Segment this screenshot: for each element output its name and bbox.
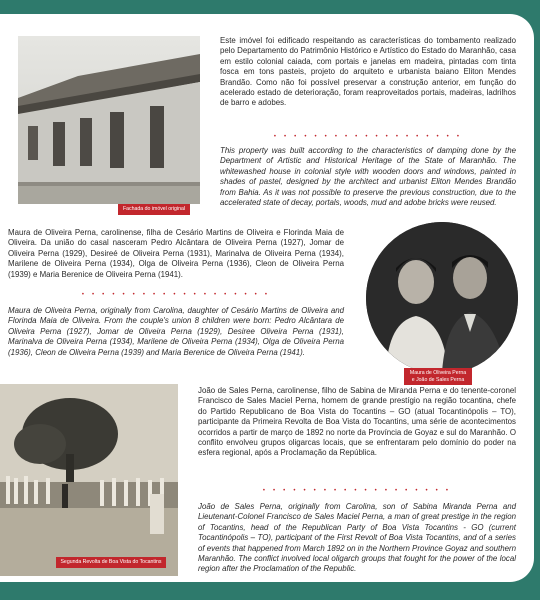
house-text-en: This property was built according to the characteristics of damping done by the Department of Artistic and Historical Heritage of the State of Maranhão. The whitewashed house in colonial style with wooden doors and windows, painted in shades of pastel, designed by the architect and urbanist Eliton Mendes Brandão from Bahia. As it was not possible to preserve the previous construction, due to the accelerated state of decay, portals, woods, mud and adobe bricks were reused. (220, 146, 516, 208)
house-facade-photo (18, 36, 200, 204)
separator-dots: • • • • • • • • • • • • • • • • • • • (81, 292, 271, 298)
portrait-caption-line-1: Maura de Oliveira Perna (409, 370, 467, 376)
separator-dots: • • • • • • • • • • • • • • • • • • • (273, 134, 463, 140)
page-sheet (0, 14, 534, 582)
couple-portrait-illustration (366, 222, 518, 374)
house-text-pt: Este imóvel foi edificado respeitando as características do tombamento realizado pelo Departamento do Patrimônio Histórico e Artístico do Estado do Maranhão, casa em estilo colonial caiada, com portais e janelas em madeira, pintadas com tinta fosca em tons pasteis, projeto do arquiteto e urbanista baiano Eliton Mendes Brandão. Como não foi possível preservar a construção anterior, em função do acelerado estado de deterioração, foram reaproveitados portais, madeiras, ladrilhos de barro e adobes. (220, 36, 516, 108)
photo-caption: Fachada do imóvel original (118, 204, 190, 215)
couple-portrait-photo (366, 222, 518, 374)
maura-text-en: Maura de Oliveira Perna, originally from Carolina, daughter of Cesário Martins de Oliveira and Florinda Maia de Oliveira. From the couple's union 8 children were born: Pedro Alcântara de Oliveira Perna (1927), Jomar de Oliveira Perna (1929), Desiree Oliveira Perna (1931), Marinalva de Oliveira Perna (1934), Marilene de Oliveira Perna (1934), Olga de Oliveira Perna (1936), Cleon de Oliveira Perna (1939) and Maria Berenice de Oliveira Perna (1941). (8, 306, 344, 357)
revolt-illustration (0, 384, 178, 576)
portrait-caption-line-2: e João de Sales Perna (411, 376, 465, 383)
separator-dots: • • • • • • • • • • • • • • • • • • • (262, 488, 452, 494)
maura-text-pt: Maura de Oliveira Perna, carolinense, filha de Cesário Martins de Oliveira e Florinda Maia de Oliveira. Da união do casal nasceram Pedro Alcântara de Oliveira Perna (1927), Jomar de Oliveira Perna (1929), Desireé de Oliveira Perna (1931), Marinalva de Oliveira Perna (1934), Marilene de Oliveira Perna (1934), Olga de Oliveira Perna (1936), Cleon de Oliveira Perna (1939) e Maria Berenice de Oliveira Perna (1941). (8, 228, 344, 279)
joao-text-en: João de Sales Perna, originally from Carolina, son of Sabina Miranda Perna and Lieutenant-Colonel Francisco de Sales Maciel Perna, a man of great prestige in the region of Tocantins, head of the Republican Party of Boa Vista Tocantins - GO (current Tocantinópolis – TO), participant of the First Revolt of Boa Vista Tocantins, and of a series of events that happened from March 1892 on in the Northern Province Goyaz and southern Maranhão. The conflict involved local oligarch groups that fought for the power of the local region after the Proclamation of the Republic. (198, 502, 517, 574)
revolt-caption: Segunda Revolta de Boa Vista do Tocantins (56, 557, 166, 568)
portrait-caption (404, 368, 472, 385)
joao-text-pt: João de Sales Perna, carolinense, filho de Sabina de Miranda Perna e do tenente-coronel Francisco de Sales Maciel Perna, homem de grande prestígio na região tocantina, chefe do Partido Republicano de Boa Vista do Tocantins – GO (atual Tocantinópolis – TO), participante da Primeira Revolta de Boa Vista do Tocantins, uma série de acontecimentos ocorridos a partir de março de 1892 no norte da Província de Goyaz e sul do Maranhão. O conflito envolveu grupos oligarcas locais, que se enfrentaram pelo domínio do poder na esfera regional, após a Proclamação da República. (198, 386, 516, 458)
house-facade-illustration (18, 36, 200, 204)
revolt-photo (0, 384, 178, 576)
